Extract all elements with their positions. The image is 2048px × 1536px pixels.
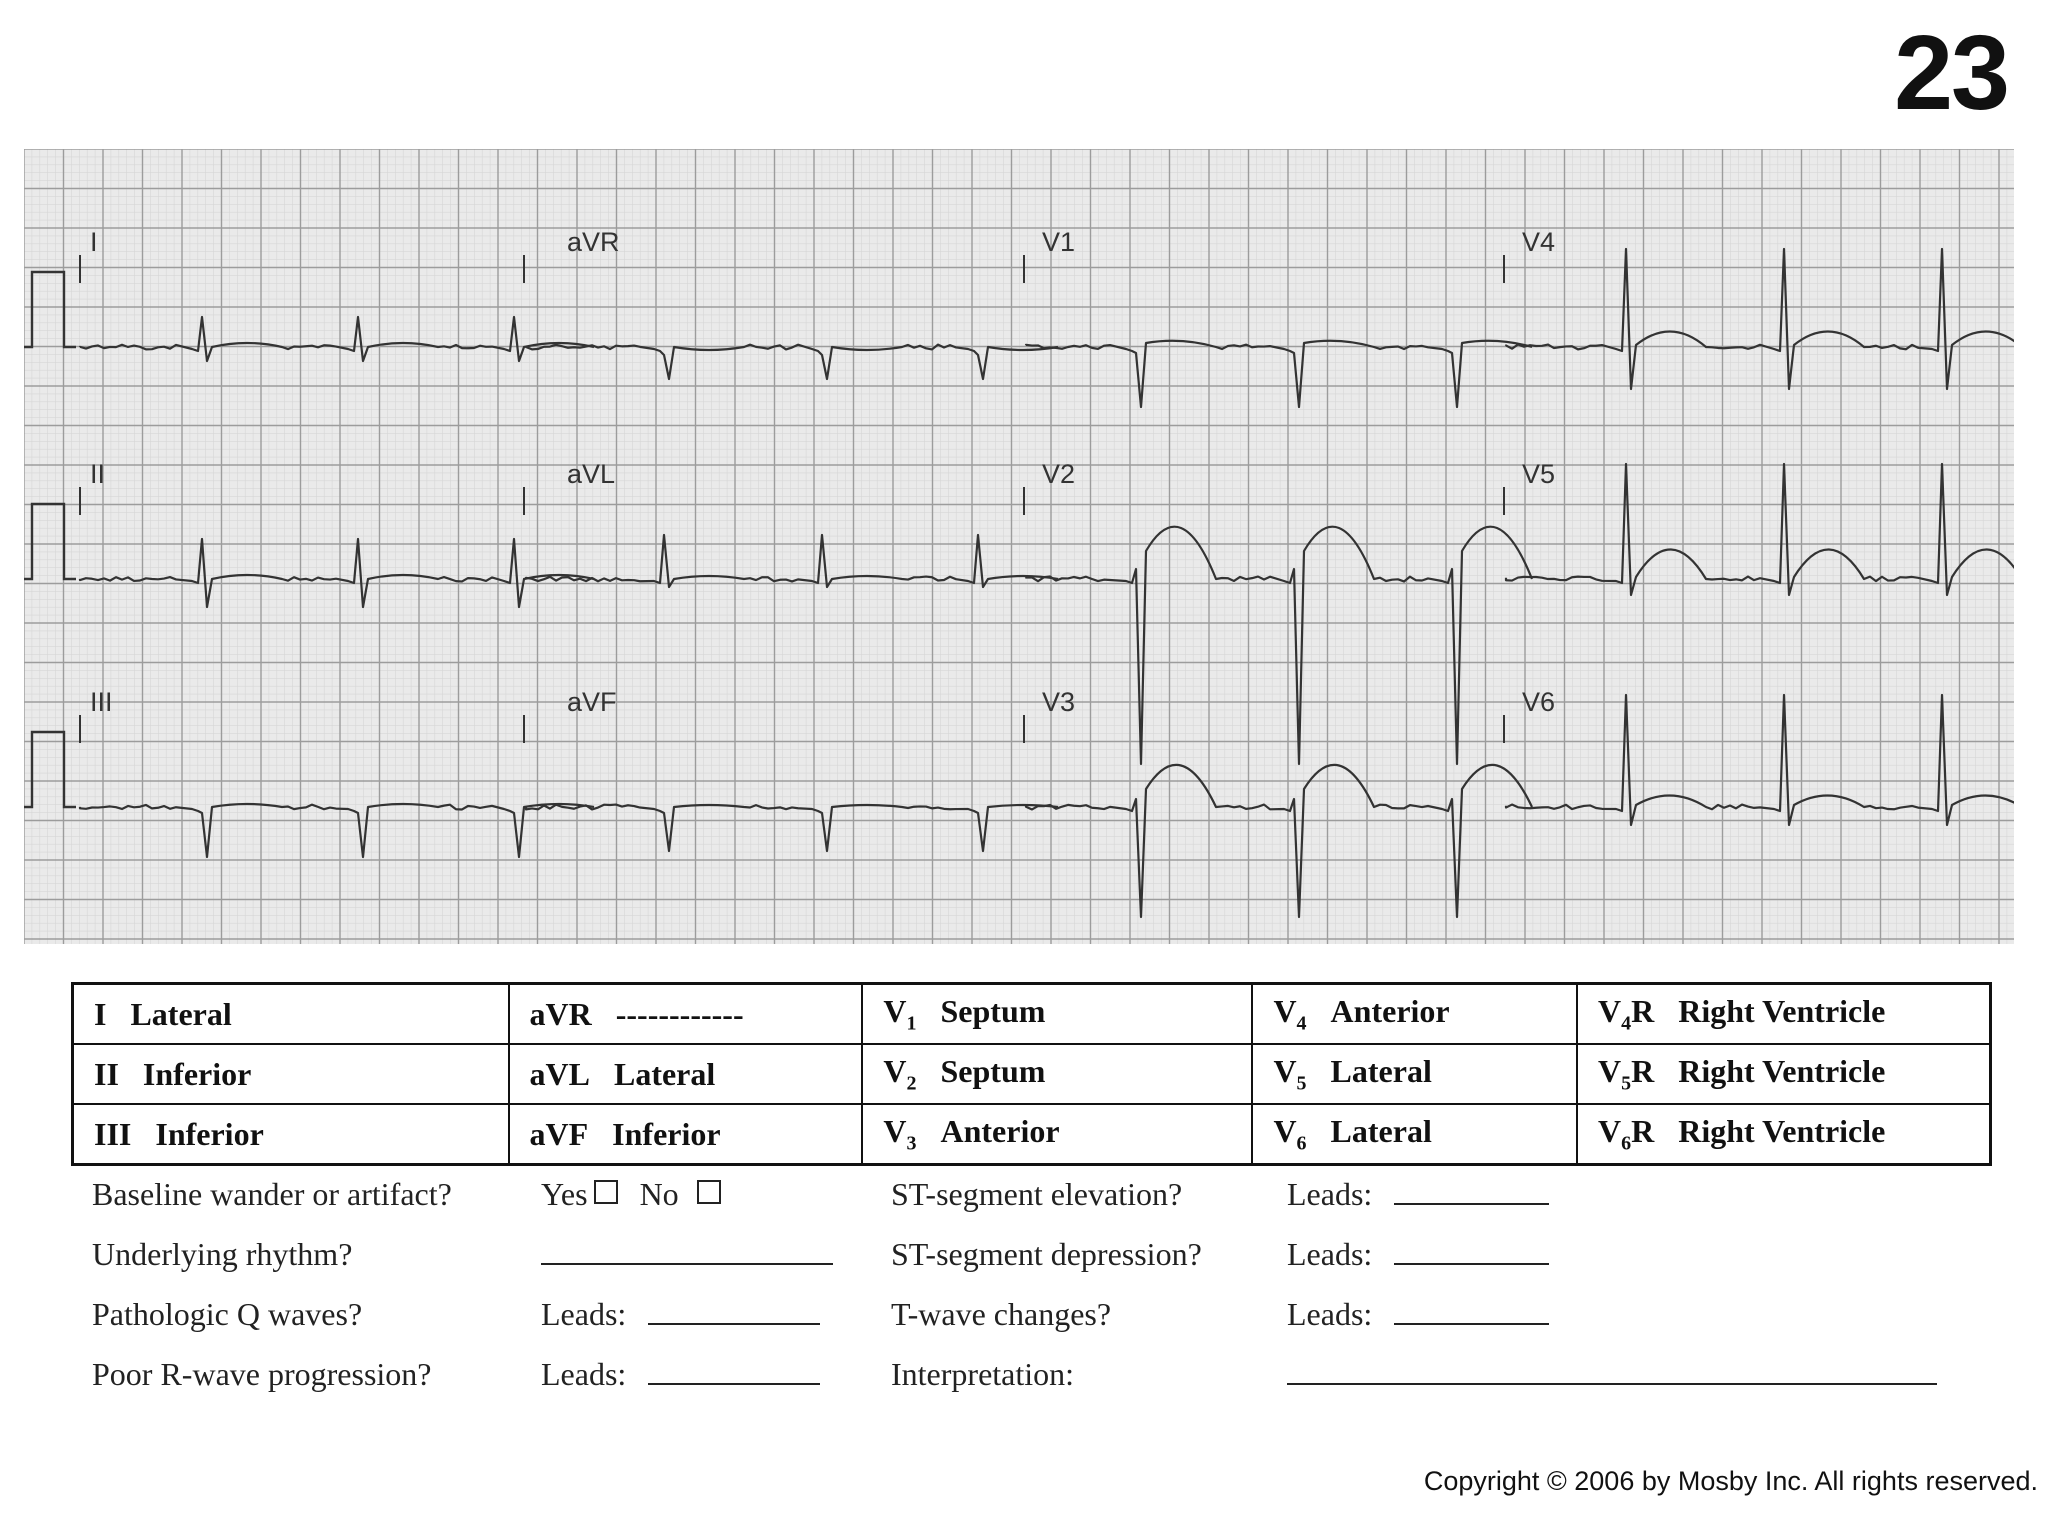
ecg-waveform — [1026, 527, 1532, 764]
lead-table-cell — [1252, 984, 1577, 1045]
question-st-elevation — [891, 1178, 1182, 1210]
lead-table-cell — [862, 1044, 1252, 1104]
ecg-lead-label: V6 — [1522, 687, 1556, 717]
question-t-wave — [891, 1298, 1111, 1330]
lead-table-cell — [862, 984, 1252, 1045]
question-baseline — [92, 1178, 452, 1210]
leads-label: Leads: — [541, 1356, 627, 1392]
interpretation-blank[interactable] — [1287, 1359, 1937, 1385]
ecg-lead-label: aVL — [567, 459, 616, 489]
ecg-waveform — [526, 345, 1058, 379]
st-depression-blank[interactable] — [1394, 1239, 1549, 1265]
ecg-waveform — [80, 804, 594, 857]
rhythm-answer — [541, 1238, 833, 1270]
question-rhythm — [92, 1238, 352, 1270]
st-elevation-blank[interactable] — [1394, 1179, 1549, 1205]
q-waves-answer — [541, 1298, 820, 1330]
ecg-waveform — [1506, 695, 2014, 825]
no-label: No — [639, 1176, 679, 1212]
leads-label: Leads: — [1287, 1176, 1373, 1212]
st-depression-answer — [1287, 1238, 1549, 1270]
region-name: Septum — [940, 992, 1046, 1029]
leads-label: Leads: — [541, 1296, 627, 1332]
interpretation-answer — [1287, 1358, 1937, 1390]
ecg-lead-label: V5 — [1522, 459, 1556, 489]
lead-table-cell — [509, 1044, 863, 1104]
lead-name: $V_6R$ — [1598, 1112, 1655, 1155]
lead-name: $V_2$ — [883, 1052, 917, 1095]
lead-name: aVL — [529, 1055, 590, 1092]
ecg-lead-label: aVF — [567, 687, 617, 717]
q-waves-blank[interactable] — [648, 1299, 820, 1325]
question-interpretation — [891, 1358, 1074, 1390]
ecg-lead-label: I — [90, 227, 98, 257]
rhythm-blank[interactable] — [541, 1239, 833, 1265]
question-st-depression — [891, 1238, 1202, 1270]
lead-table-cell — [509, 984, 863, 1045]
lead-name: $V_4R$ — [1598, 992, 1655, 1035]
lead-table-cell — [73, 1104, 509, 1165]
no-checkbox[interactable] — [697, 1180, 721, 1204]
ecg-lead-label: V4 — [1522, 227, 1556, 257]
r-wave-blank[interactable] — [648, 1359, 820, 1385]
ecg-tracing — [24, 149, 2014, 944]
ecg-waveform — [1506, 249, 2014, 389]
ecg-lead-label: V3 — [1042, 687, 1076, 717]
region-name: Inferior — [155, 1115, 264, 1152]
lead-name: $V_1$ — [883, 992, 917, 1035]
t-wave-blank[interactable] — [1394, 1299, 1549, 1325]
region-name: Anterior — [940, 1112, 1060, 1149]
lead-table-cell — [1577, 1104, 1990, 1165]
lead-name: aVR — [529, 995, 592, 1032]
question-label: Pathologic Q waves? — [92, 1296, 363, 1332]
leads-label: Leads: — [1287, 1236, 1373, 1272]
region-name: Lateral — [613, 1055, 716, 1092]
lead-table-cell — [1577, 1044, 1990, 1104]
lead-name: $V_5$ — [1273, 1052, 1307, 1095]
lead-table-cell — [1252, 1104, 1577, 1165]
lead-table-cell — [73, 1044, 509, 1104]
lead-table-cell — [1577, 984, 1990, 1045]
question-r-wave — [92, 1358, 431, 1390]
ecg-lead-label: III — [90, 687, 113, 717]
ecg-waveform — [1026, 341, 1532, 407]
lead-name: aVF — [529, 1115, 589, 1152]
lead-territory-table — [71, 982, 1992, 1166]
region-name: ------------ — [615, 995, 744, 1032]
region-name: Anterior — [1330, 992, 1450, 1029]
lead-table-cell — [1252, 1044, 1577, 1104]
lead-table-cell — [862, 1104, 1252, 1165]
page-number: 23 — [1894, 14, 2008, 132]
lead-name: $V_5R$ — [1598, 1052, 1655, 1095]
t-wave-answer — [1287, 1298, 1549, 1330]
ecg-waveform — [526, 535, 1058, 587]
question-label: Poor R-wave progression? — [92, 1356, 432, 1392]
lead-table-row — [73, 984, 1991, 1045]
lead-table-row — [73, 1044, 1991, 1104]
region-name: Inferior — [612, 1115, 721, 1152]
region-name: Septum — [940, 1052, 1046, 1089]
ecg-waveform — [1026, 765, 1532, 917]
region-name: Right Ventricle — [1678, 992, 1886, 1029]
question-label: T-wave changes? — [891, 1296, 1112, 1332]
lead-table-cell — [509, 1104, 863, 1165]
ecg-lead-label: V1 — [1042, 227, 1076, 257]
yes-label: Yes — [541, 1176, 588, 1212]
region-name: Lateral — [1330, 1112, 1432, 1149]
ecg-strip — [24, 149, 2014, 944]
lead-name: $V_3$ — [883, 1112, 917, 1155]
lead-name: $V_4$ — [1273, 992, 1307, 1035]
ecg-lead-label: V2 — [1042, 459, 1076, 489]
region-name: Lateral — [1330, 1052, 1432, 1089]
region-name: Right Ventricle — [1678, 1052, 1886, 1089]
leads-label: Leads: — [1287, 1296, 1373, 1332]
ecg-lead-label: II — [90, 459, 106, 489]
lead-name: I — [94, 995, 107, 1032]
ecg-lead-label: aVR — [567, 227, 620, 257]
ecg-waveform — [80, 539, 594, 607]
lead-name: $V_6$ — [1273, 1112, 1307, 1155]
question-label: Underlying rhythm? — [92, 1236, 353, 1272]
yes-checkbox[interactable] — [594, 1180, 618, 1204]
lead-table-cell — [73, 984, 509, 1045]
r-wave-answer — [541, 1358, 820, 1390]
copyright-notice: Copyright © 2006 by Mosby Inc. All rights reserved. — [1423, 1466, 2038, 1496]
question-label: Interpretation: — [891, 1356, 1075, 1392]
calibration-pulse — [24, 732, 76, 807]
lead-table-row — [73, 1104, 1991, 1165]
question-label: ST-segment elevation? — [891, 1176, 1183, 1212]
region-name: Inferior — [142, 1055, 252, 1092]
lead-name: II — [94, 1055, 119, 1092]
lead-name: III — [94, 1115, 132, 1152]
region-name: Lateral — [130, 995, 232, 1032]
question-label: Baseline wander or artifact? — [92, 1176, 452, 1212]
st-elevation-answer — [1287, 1178, 1549, 1210]
question-label: ST-segment depression? — [891, 1236, 1202, 1272]
question-q-waves — [92, 1298, 362, 1330]
region-name: Right Ventricle — [1678, 1112, 1886, 1149]
baseline-answer — [541, 1178, 721, 1210]
